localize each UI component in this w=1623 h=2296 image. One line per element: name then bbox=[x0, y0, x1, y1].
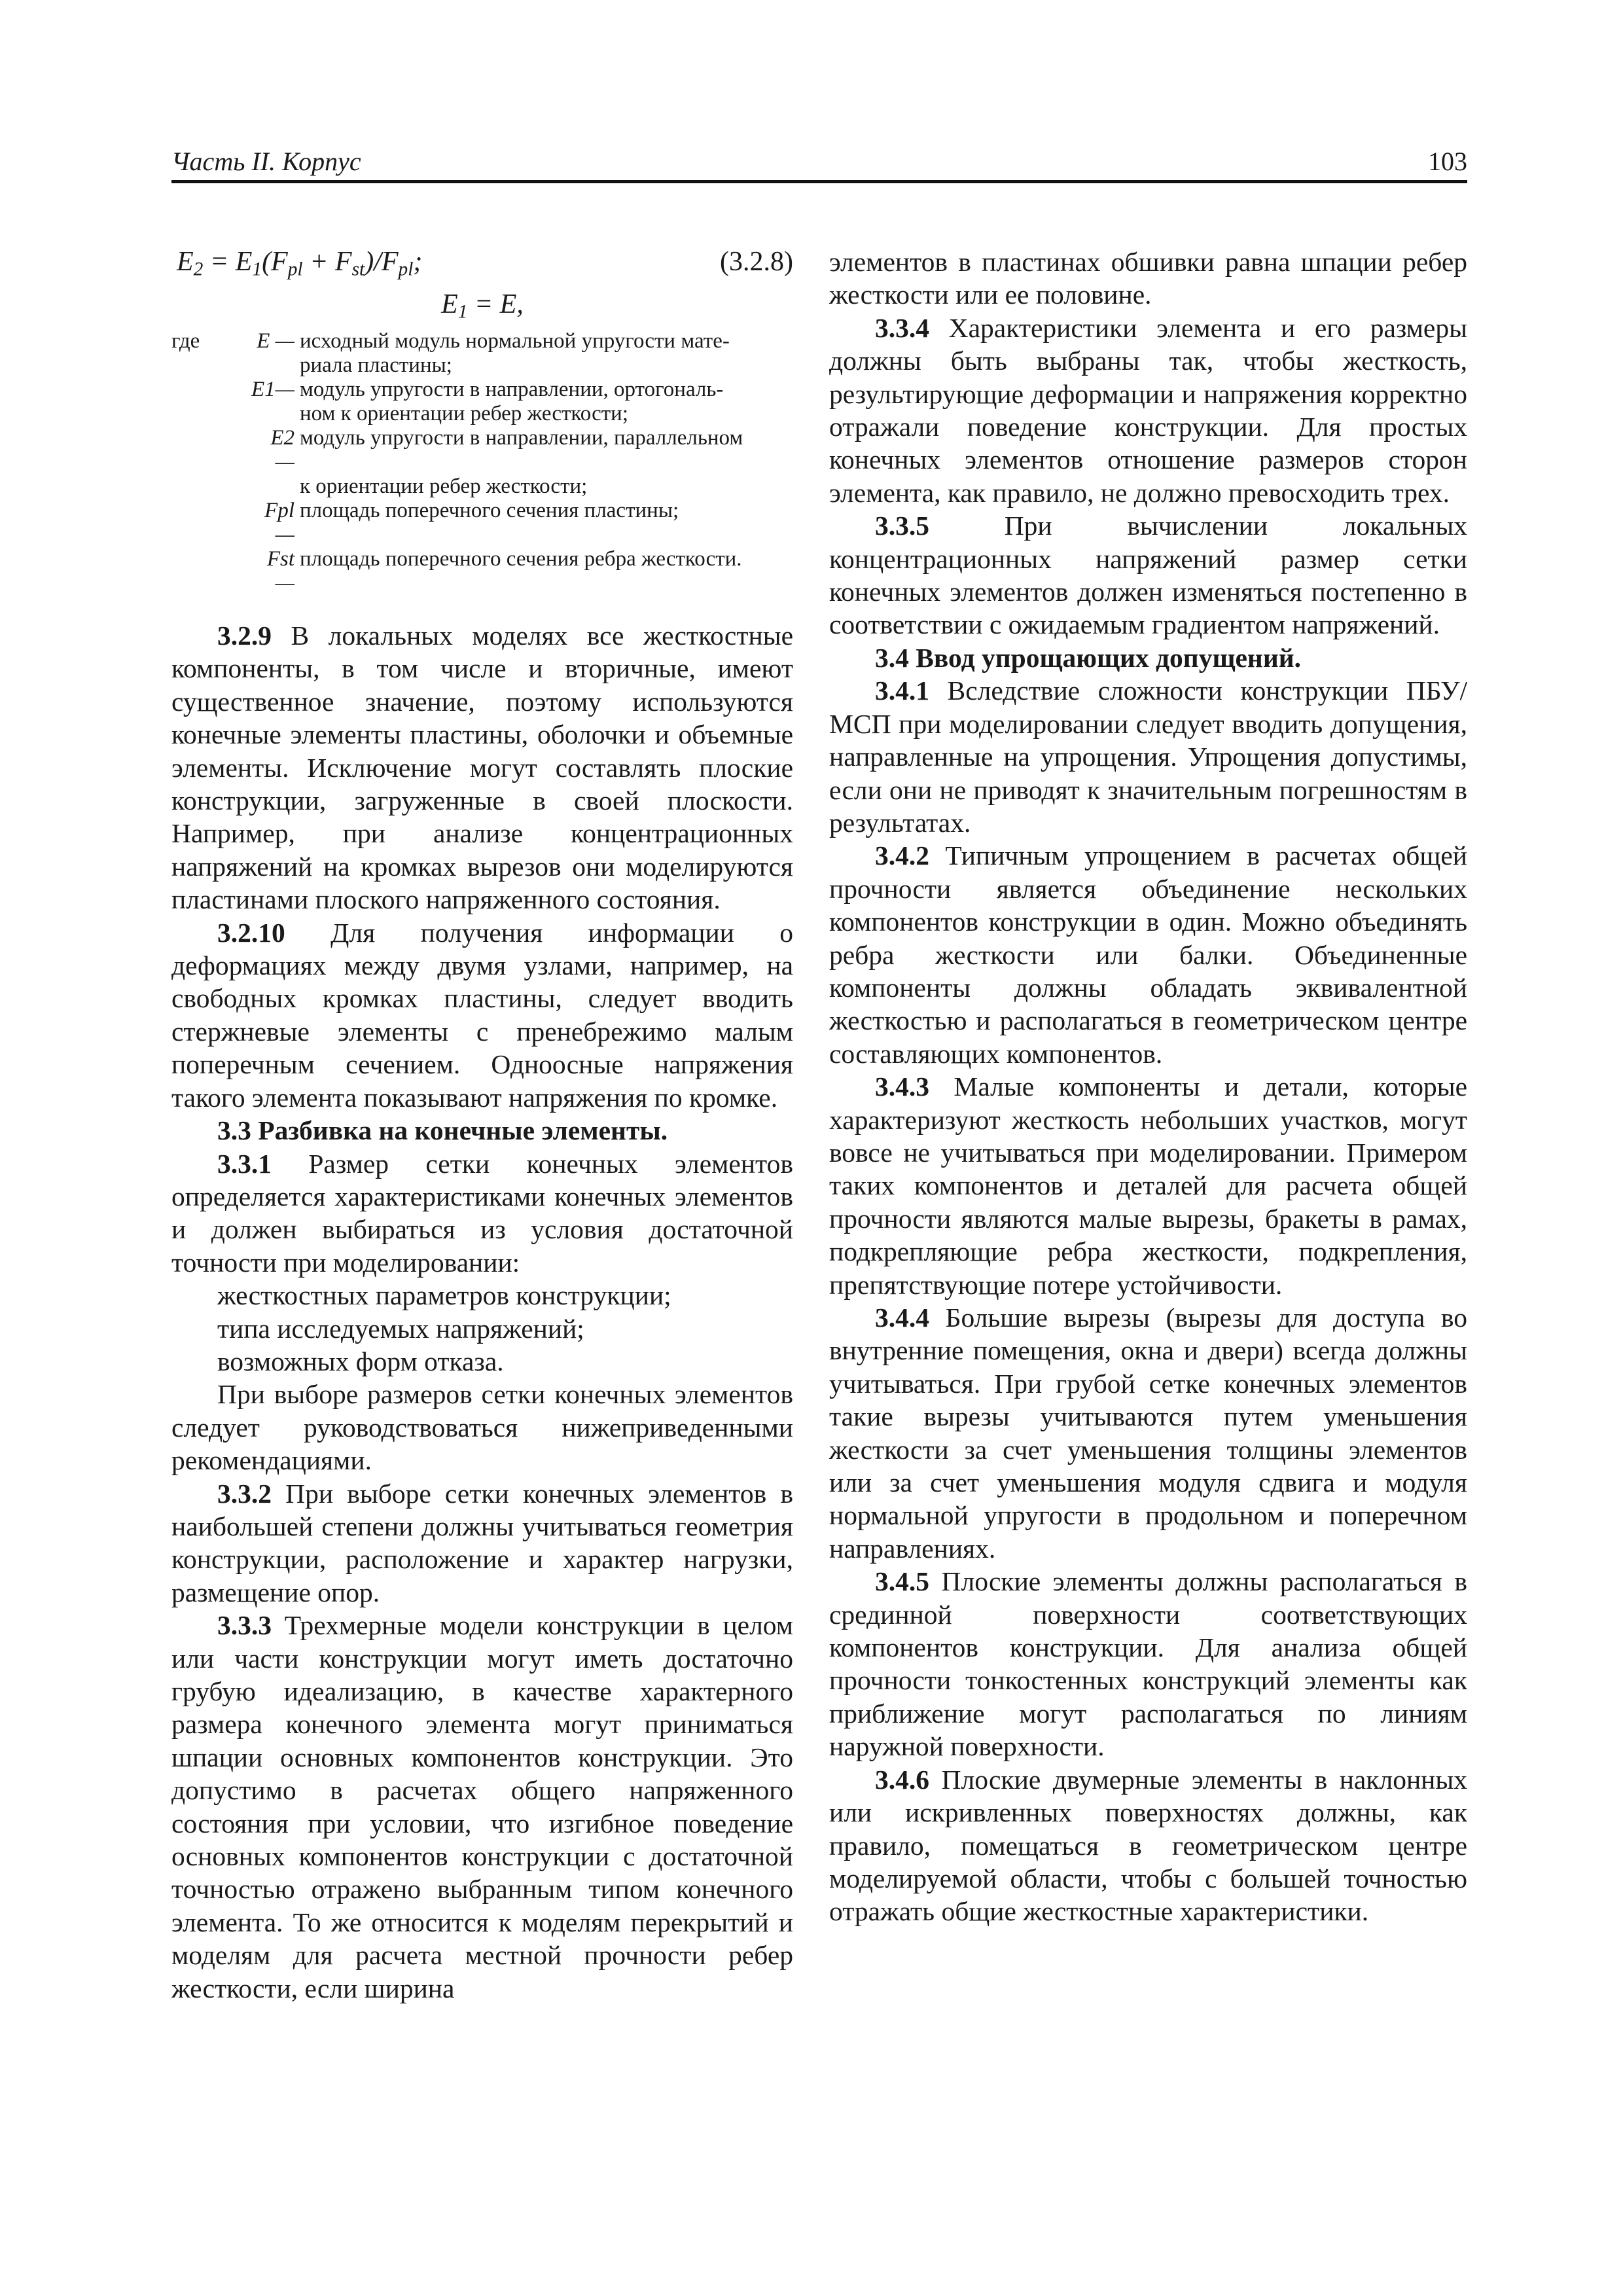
legend-text: исходный модуль нормальной упругости мате- bbox=[300, 329, 730, 353]
clause-number: 3.3.5 bbox=[875, 511, 929, 541]
legend-item bbox=[171, 378, 793, 402]
clause-number: 3.4.4 bbox=[875, 1302, 929, 1333]
paragraph-3-4-5 bbox=[829, 1565, 1467, 1763]
page-header bbox=[171, 141, 1467, 183]
clause-number: 3.4.3 bbox=[875, 1071, 929, 1102]
paragraph-text: При выборе сетки конечных элементов в наибольшей степени должны учитываться геометрия конструкции, расположение и характер нагрузки, размещение опор. bbox=[171, 1478, 793, 1607]
clause-number: 3.3.2 bbox=[217, 1478, 272, 1509]
paragraph-3-4-3 bbox=[829, 1070, 1467, 1301]
paragraph-3-2-10 bbox=[171, 916, 793, 1114]
paragraph-choice: При выборе размеров сетки конечных элементов следует руководствоваться нижеприведенными рекомендациями. bbox=[171, 1379, 793, 1476]
legend-item bbox=[171, 547, 793, 596]
clause-number: 3.2.9 bbox=[217, 620, 272, 651]
paragraph-3-2-9 bbox=[171, 619, 793, 916]
legend-text: модуль упругости в направлении, параллельном bbox=[300, 426, 743, 450]
list-item: возможных форм отказа. bbox=[217, 1346, 504, 1376]
legend-text: к ориентации ребер жесткости; bbox=[300, 475, 588, 498]
section-heading-3-3: 3.3 Разбивка на конечные элементы. bbox=[217, 1115, 668, 1146]
legend-item bbox=[171, 499, 793, 547]
clause-number: 3.2.10 bbox=[217, 917, 285, 948]
clause-number: 3.4.2 bbox=[875, 840, 929, 871]
legend-symbol: E2 — bbox=[270, 426, 294, 474]
paragraph-3-3-2 bbox=[171, 1477, 793, 1609]
paragraph-text: Плоские двумерные элементы в наклонных или искривленных поверхностях должны, как правило, помещаться в геометрическом центре моделируемой области, чтобы с большей точностью отражать общие жесткостные характеристики. bbox=[829, 1764, 1467, 1927]
legend-symbol: E — bbox=[257, 329, 294, 353]
formula-legend bbox=[171, 329, 793, 596]
left-column bbox=[171, 245, 793, 2005]
clause-number: 3.4.6 bbox=[875, 1764, 929, 1795]
paragraph-text: При вычислении локальных концентрационных напряжений размер сетки конечных элементов должен изменяться постепенно в соответствии с ожидаемым градиентом напряжений. bbox=[829, 511, 1467, 640]
section-heading-3-4: 3.4 Ввод упрощающих допущений. bbox=[875, 642, 1302, 673]
paragraph-text: Характеристики элемента и его размеры должны быть выбраны так, чтобы жесткость, результирующие деформации и напряжения корректно отражали поведение конструкции. Для простых конечных элементов отношение размеров сторон элемента, как правило, не должно превосходить трех. bbox=[829, 312, 1467, 508]
formula-e1: $E_1 = E$, bbox=[441, 289, 524, 323]
paragraph-text: В локальных моделях все жесткостные компоненты, в том числе и вторичные, имеют существенное значение, поэтому используются конечные элементы пластины, оболочки и объемные элементы. Исключение могут составлять плоские конструкции, загруженные в своей плоскости. Например, при анализе концентрационных напряжений на кромках вырезов они моделируются пластинами плоского напряженного состояния. bbox=[171, 620, 793, 915]
legend-symbol: Fpl — bbox=[264, 499, 294, 547]
list-item: типа исследуемых напряжений; bbox=[217, 1313, 584, 1344]
where-word: где bbox=[171, 329, 200, 353]
paragraph-continuation: элементов в пластинах обшивки равна шпации ребер жесткости или ее половине. bbox=[829, 247, 1467, 310]
clause-number: 3.4.1 bbox=[875, 675, 929, 706]
legend-text: модуль упругости в направлении, ортогональ- bbox=[300, 378, 724, 401]
running-title: Часть II. Корпус bbox=[171, 147, 361, 176]
paragraph-3-4-2 bbox=[829, 839, 1467, 1070]
paragraph-3-3-1 bbox=[171, 1147, 793, 1280]
paragraph-3-3-3 bbox=[171, 1609, 793, 2005]
paragraph-text: Малые компоненты и детали, которые характеризуют жесткость небольших участков, могут вовсе не учитываться при моделировании. Примером таких компонентов и деталей для расчета общей прочности являются малые вырезы, бракеты в рамах, подкрепляющие ребра жесткости, подкрепления, препятствующие потере устойчивости. bbox=[829, 1071, 1467, 1300]
legend-text: ном к ориентации ребер жесткости; bbox=[300, 402, 628, 425]
clause-number: 3.4.5 bbox=[875, 1566, 929, 1597]
paragraph-text: Большие вырезы (вырезы для доступа во внутренние помещения, окна и двери) всегда должны учитываться. При грубой сетке конечных элементов такие вырезы учитываются путем уменьшения жесткости за счет уменьшения толщины элементов или за счет уменьшения модуля сдвига и модуля нормальной упругости в продольном и поперечном направлениях. bbox=[829, 1302, 1467, 1564]
legend-text: площадь поперечного сечения ребра жесткости. bbox=[300, 547, 742, 571]
paragraph-text: Типичным упрощением в расчетах общей прочности является объединение нескольких компонентов конструкции в один. Можно объединять ребра жесткости или балки. Объединенные компоненты должны обладать эквивалентной жесткостью и располагаться в геометрическом центре составляющих компонентов. bbox=[829, 840, 1467, 1069]
paragraph-text: Вследствие сложности конструкции ПБУ/МСП при моделировании следует вводить допущения, направленные на упрощения. Упрощения допустимы, если они не приводят к значительным погрешностям в результатах. bbox=[829, 675, 1467, 838]
paragraph-3-4-1 bbox=[829, 674, 1467, 839]
paragraph-text: Размер сетки конечных элементов определяется характеристиками конечных элементов и должен выбираться из условия достаточной точности при моделировании: bbox=[171, 1148, 793, 1278]
paragraph-3-3-5 bbox=[829, 509, 1467, 641]
paragraph-text: Плоские элементы должны располагаться в срединной поверхности соответствующих компонентов конструкции. Для анализа общей прочности тонкостенных конструкций элементы как приближение могут располагаться по линиям наружной поверхности. bbox=[829, 1566, 1467, 1762]
clause-number: 3.3.4 bbox=[875, 312, 929, 343]
legend-symbol: E1— bbox=[251, 378, 294, 401]
clause-number: 3.3.3 bbox=[217, 1610, 272, 1641]
formula-expression: $E_2 = E_1(F_{pl} + F_{st})/F_{pl}$; bbox=[177, 247, 423, 280]
formula-number: (3.2.8) bbox=[720, 247, 793, 277]
legend-text: риала пластины; bbox=[300, 353, 452, 377]
legend-text: площадь поперечного сечения пластины; bbox=[300, 499, 679, 522]
list-item: жесткостных параметров конструкции; bbox=[217, 1280, 671, 1311]
paragraph-3-3-4 bbox=[829, 312, 1467, 509]
right-column bbox=[829, 245, 1467, 1928]
paragraph-text: Для получения информации о деформациях между двумя узлами, например, на свободных кромках пластины, следует вводить стержневые элементы с пренебрежимо малым поперечным сечением. Одноосные напряжения такого элемента показывают напряжения по кромке. bbox=[171, 917, 793, 1113]
clause-number: 3.3.1 bbox=[217, 1148, 272, 1179]
page-number: 103 bbox=[1428, 147, 1467, 176]
formula-3-2-8 bbox=[171, 245, 793, 285]
legend-item bbox=[171, 426, 793, 475]
paragraph-3-4-6 bbox=[829, 1763, 1467, 1928]
legend-symbol: Fst — bbox=[266, 547, 294, 595]
paragraph-3-4-4 bbox=[829, 1301, 1467, 1565]
paragraph-text: Трехмерные модели конструкции в целом или части конструкции могут иметь достаточно грубую идеализацию, в качестве характерного размера конечного элемента могут приниматься шпации основных компонентов конструкции. Это допустимо в расчетах общего напряженного состояния при условии, что изгибное поведение основных компонентов конструкции с достаточной точностью отражено выбранным типом конечного элемента. То же относится к моделям перекрытий и моделям для расчета местной прочности ребер жесткости, если ширина bbox=[171, 1610, 793, 2003]
legend-item bbox=[171, 329, 793, 353]
